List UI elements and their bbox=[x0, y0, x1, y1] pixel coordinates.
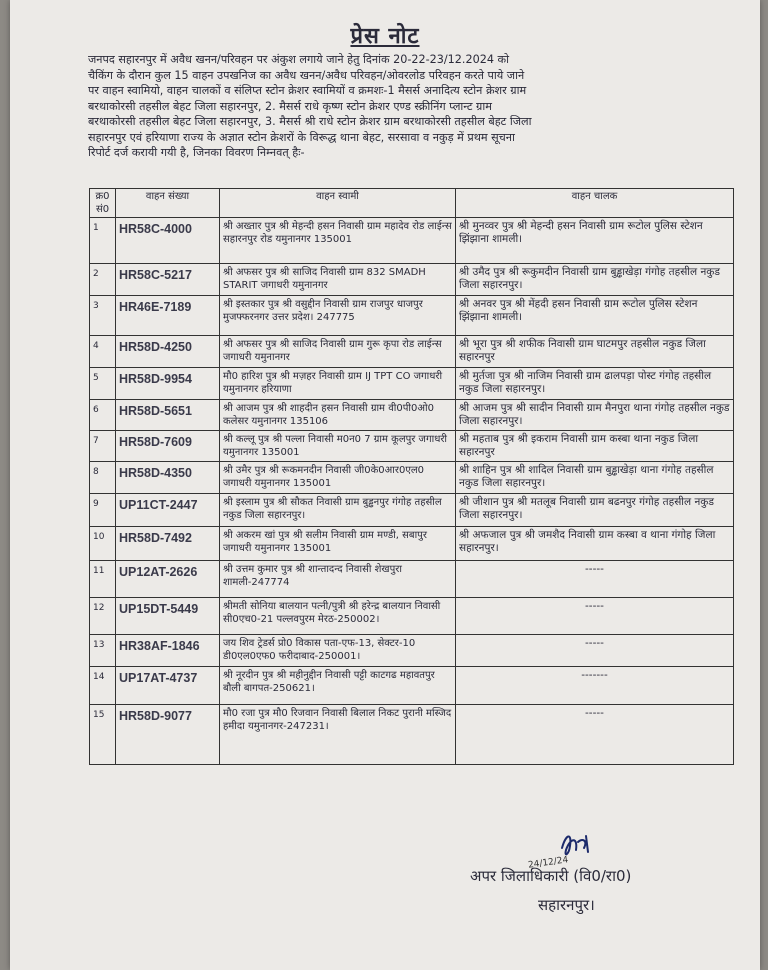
row-vehicle-driver: श्री अनवर पुत्र श्री मेंहदी हसन निवासी ग्राम रूटोल पुलिस स्टेशन झिंझाना शामली। bbox=[456, 296, 734, 336]
table-row bbox=[90, 667, 734, 705]
row-vehicle-number: UP12AT-2626 bbox=[116, 561, 220, 598]
row-vehicle-owner: श्री इस्लाम पुत्र श्री सौकत निवासी ग्राम बुड्ढनपुर गंगोह तहसील नकुड जिला सहारनपुर। bbox=[220, 494, 456, 527]
press-note-page bbox=[10, 0, 760, 970]
row-vehicle-number: HR58D-7609 bbox=[116, 431, 220, 462]
table-row bbox=[90, 368, 734, 400]
row-vehicle-owner: श्री उमैर पुत्र श्री रूकमनदीन निवासी जी0के0आर0एल0 जगाधरी यमुनानगर 135001 bbox=[220, 462, 456, 494]
row-vehicle-number: HR58D-4350 bbox=[116, 462, 220, 494]
row-vehicle-owner: जय शिव ट्रेडर्स प्रो0 विकास पता-एफ-13, सेक्टर-10 डी0एल0एफ0 फरीदाबाद-250001। bbox=[220, 635, 456, 667]
header-serial: क्र0 सं0 bbox=[90, 189, 116, 218]
row-vehicle-owner: मौ0 हारिश पुत्र श्री मज़हर निवासी ग्राम IJ TPT CO जगाधरी यमुनानगर हरियाणा bbox=[220, 368, 456, 400]
paragraph-line: रिपोर्ट दर्ज करायी गयी है, जिनका विवरण निम्नवत् हैः- bbox=[88, 146, 305, 159]
intro-paragraph bbox=[88, 52, 724, 161]
row-serial: 9 bbox=[90, 494, 116, 527]
table-header-row bbox=[90, 189, 734, 218]
table-row bbox=[90, 635, 734, 667]
vehicle-table bbox=[89, 188, 734, 765]
row-vehicle-driver: श्री मुनव्वर पुत्र श्री मेहन्दी हसन निवासी ग्राम रूटोल पुलिस स्टेशन झिंझाना शामली। bbox=[456, 218, 734, 264]
row-vehicle-owner: श्री इस्तकार पुत्र श्री वसुद्दीन निवासी ग्राम राजपुर धाजपुर मुजफ्फरनगर उत्तर प्रदेश। 247775 bbox=[220, 296, 456, 336]
row-serial: 7 bbox=[90, 431, 116, 462]
table-row bbox=[90, 494, 734, 527]
row-vehicle-number: HR58D-7492 bbox=[116, 527, 220, 561]
table-row bbox=[90, 462, 734, 494]
row-vehicle-number: UP11CT-2447 bbox=[116, 494, 220, 527]
row-vehicle-number: HR58C-5217 bbox=[116, 264, 220, 296]
row-serial: 15 bbox=[90, 705, 116, 765]
row-serial: 14 bbox=[90, 667, 116, 705]
row-vehicle-number: HR46E-7189 bbox=[116, 296, 220, 336]
row-vehicle-driver: श्री उमैद पुत्र श्री रूकुमदीन निवासी ग्राम बुड्ढाखेड़ा गंगोह तहसील नकुड जिला सहारनपुर। bbox=[456, 264, 734, 296]
row-serial: 12 bbox=[90, 598, 116, 635]
signatory-designation: अपर जिलाधिकारी (वि0/रा0) bbox=[470, 867, 632, 885]
row-serial: 13 bbox=[90, 635, 116, 667]
row-vehicle-driver: श्री महताब पुत्र श्री इकराम निवासी ग्राम कस्बा थाना नकुड जिला सहारनपुर bbox=[456, 431, 734, 462]
row-vehicle-owner: श्री कल्लू पुत्र श्री पल्ला निवासी म0न0 7 ग्राम कूलपुर जगाधरी यमुनानगर 135001 bbox=[220, 431, 456, 462]
table-row bbox=[90, 296, 734, 336]
row-vehicle-number: HR58C-4000 bbox=[116, 218, 220, 264]
row-vehicle-number: HR58D-5651 bbox=[116, 400, 220, 431]
row-vehicle-owner: श्री अकरम खां पुत्र श्री सलीम निवासी ग्राम मण्डी, सबापुर जगाधरी यमुनानगर 135001 bbox=[220, 527, 456, 561]
row-vehicle-owner: श्री अफसर पुत्र श्री साजिद निवासी ग्राम 832 SMADH STARIT जगाधरी यमुनानगर bbox=[220, 264, 456, 296]
row-serial: 4 bbox=[90, 336, 116, 368]
table-row bbox=[90, 598, 734, 635]
row-vehicle-driver: श्री शाहिन पुत्र श्री शादिल निवासी ग्राम बुड्ढाखेड़ा थाना गंगोह तहसील नकुड जिला सहारनपुर। bbox=[456, 462, 734, 494]
row-vehicle-owner: श्री उत्तम कुमार पुत्र श्री शान्तादन्द निवासी शेखपुरा शामली-247774 bbox=[220, 561, 456, 598]
signatory-location: सहारनपुर। bbox=[538, 896, 595, 914]
row-vehicle-number: UP15DT-5449 bbox=[116, 598, 220, 635]
row-serial: 10 bbox=[90, 527, 116, 561]
row-vehicle-owner: श्री नूरदीन पुत्र श्री महीनुद्दीन निवासी पट्टी काटगढ महावतपुर बौली बागपत-250621। bbox=[220, 667, 456, 705]
row-vehicle-driver: ----- bbox=[456, 705, 734, 765]
row-vehicle-driver: ------- bbox=[456, 667, 734, 705]
table-row bbox=[90, 561, 734, 598]
table-row bbox=[90, 705, 734, 765]
row-vehicle-number: HR58D-9077 bbox=[116, 705, 220, 765]
row-serial: 1 bbox=[90, 218, 116, 264]
table-row bbox=[90, 218, 734, 264]
row-vehicle-owner: श्री आजम पुत्र श्री शाहदीन हसन निवासी ग्राम वी0पी0ओ0 कलेसर यमुनानगर 135106 bbox=[220, 400, 456, 431]
row-serial: 2 bbox=[90, 264, 116, 296]
row-vehicle-owner: मौ0 रजा पुत्र मौ0 रिजवान निवासी बिलाल निकट पुरानी मस्जिद हमीदा यमुनानगर-247231। bbox=[220, 705, 456, 765]
paragraph-line: पर वाहन स्वामियो, वाहन चालकों व संलिप्त स्टोन क्रेशर स्वामियों व क्रमशः-1 मैसर्स अनादित्य स्टोन क्रेशर ग्राम bbox=[88, 84, 527, 97]
page-title: प्रेस नोट bbox=[350, 23, 420, 49]
row-vehicle-driver: श्री मुर्तजा पुत्र श्री नाजिम निवासी ग्राम ढालपड़ा पोस्ट गंगोह तहसील नकुड जिला सहारनपुर। bbox=[456, 368, 734, 400]
paragraph-line: बरथाकोरसी तहसील बेहट जिला सहारनपुर, 3. मैसर्स श्री राधे स्टोन क्रेशर ग्राम बरथाकोरसी तहसील बेहट जिला bbox=[88, 115, 532, 128]
row-serial: 6 bbox=[90, 400, 116, 431]
paragraph-line: बरथाकोरसी तहसील बेहट जिला सहारनपुर, 2. मैसर्स राधे कृष्ण स्टोन क्रेशर एण्ड स्क्रीनिंग प्लान्ट ग्राम bbox=[88, 99, 492, 113]
row-vehicle-number: HR58D-4250 bbox=[116, 336, 220, 368]
row-vehicle-owner: श्री अख्तार पुत्र श्री मेहन्दी हसन निवासी ग्राम महादेव रोड लाईन्स सहारनपुर रोड यमुनानगर 135001 bbox=[220, 218, 456, 264]
row-vehicle-number: HR58D-9954 bbox=[116, 368, 220, 400]
row-vehicle-driver: श्री अफजाल पुत्र श्री जमशैद निवासी ग्राम कस्बा व थाना गंगोह जिला सहारनपुर। bbox=[456, 527, 734, 561]
table-row bbox=[90, 264, 734, 296]
row-vehicle-driver: श्री जीशान पुत्र श्री मतलूब निवासी ग्राम बढनपुर गंगोह तहसील नकुड जिला सहारनपुर। bbox=[456, 494, 734, 527]
row-vehicle-number: HR38AF-1846 bbox=[116, 635, 220, 667]
row-vehicle-driver: ----- bbox=[456, 561, 734, 598]
paragraph-line: चैकिंग के दौरान कुल 15 वाहन उपखनिज का अवैध खनन/अवैध परिवहन/ओवरलोड परिवहन करते पाये जाने bbox=[88, 68, 525, 82]
row-serial: 3 bbox=[90, 296, 116, 336]
row-vehicle-driver: श्री आजम पुत्र श्री सादीन निवासी ग्राम मैनपुरा थाना गंगोह तहसील नकुड जिला सहारनपुर। bbox=[456, 400, 734, 431]
row-serial: 11 bbox=[90, 561, 116, 598]
header-vehicle-driver: वाहन चालक bbox=[456, 189, 734, 218]
header-vehicle-owner: वाहन स्वामी bbox=[220, 189, 456, 218]
row-vehicle-number: UP17AT-4737 bbox=[116, 667, 220, 705]
table-row bbox=[90, 336, 734, 368]
row-vehicle-driver: ----- bbox=[456, 635, 734, 667]
table-row bbox=[90, 431, 734, 462]
row-vehicle-owner: श्री अफसर पुत्र श्री साजिद निवासी ग्राम गुरू कृपा रोड लाईन्स जगाधरी यमुनानगर bbox=[220, 336, 456, 368]
row-vehicle-driver: ----- bbox=[456, 598, 734, 635]
row-vehicle-owner: श्रीमती सोनिया बालयान पत्नी/पुत्री श्री हरेन्द्र बालयान निवासी सी0एच0-21 पल्लवपुरम मेरठ-250002। bbox=[220, 598, 456, 635]
table-row bbox=[90, 527, 734, 561]
paragraph-line: जनपद सहारनपुर में अवैध खनन/परिवहन पर अंकुश लगाये जाने हेतु दिनांक 20-22-23/12.2024 को bbox=[88, 53, 509, 66]
row-serial: 5 bbox=[90, 368, 116, 400]
row-serial: 8 bbox=[90, 462, 116, 494]
table-row bbox=[90, 400, 734, 431]
paragraph-line: सहारनपुर एवं हरियाणा राज्य के अज्ञात स्टोन क्रेशरों के विरूद्ध थाना बेहट, सरसावा व नकुड़ में प्रथम सूचना bbox=[88, 130, 515, 144]
signature-date: 24/12/24 bbox=[527, 855, 569, 871]
header-vehicle-number: वाहन संख्या bbox=[116, 189, 220, 218]
row-vehicle-driver: श्री भूरा पुत्र श्री शफीक निवासी ग्राम घाटमपुर तहसील नकुड जिला सहारनपुर bbox=[456, 336, 734, 368]
